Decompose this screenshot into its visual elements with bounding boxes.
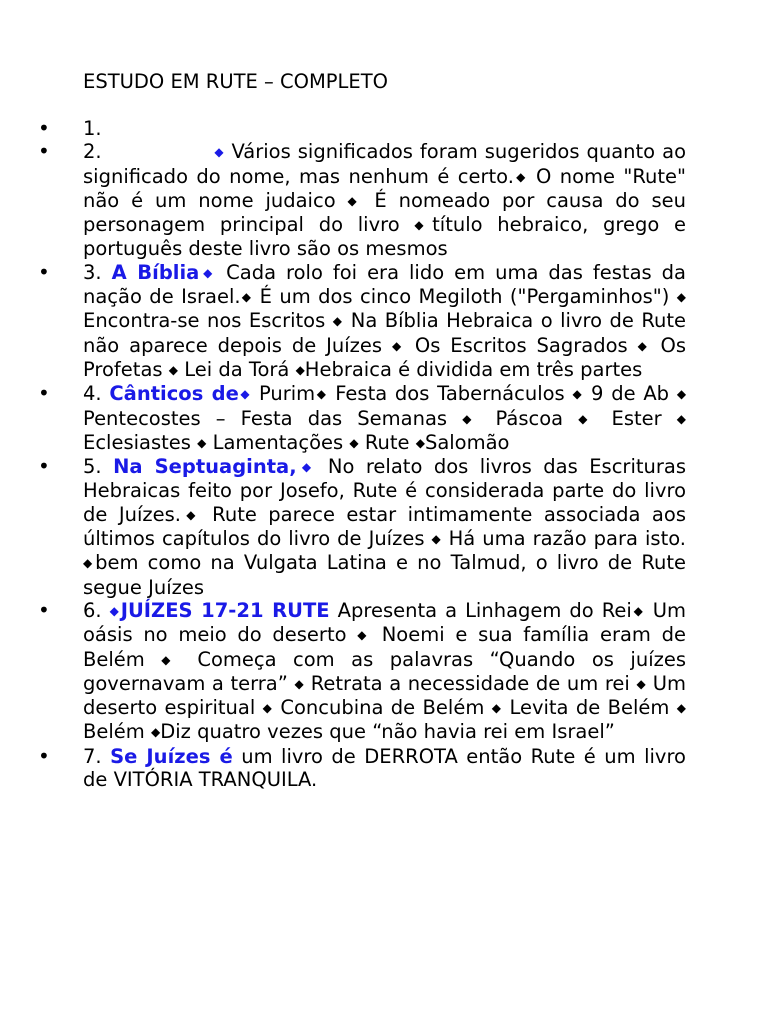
diamond-icon: ◆ xyxy=(513,169,528,184)
item-text: Noemi e sua família eram de Belém xyxy=(83,623,687,671)
diamond-icon: ◆ xyxy=(349,435,359,450)
list-item xyxy=(0,261,686,382)
item-text: Um oásis no meio do deserto xyxy=(83,598,687,647)
item-text: Páscoa xyxy=(495,406,564,430)
diamond-icon: ◆ xyxy=(676,701,686,716)
item-text: Rute parece estar intimamente associada aos últimos capítulos do livro de Juízes xyxy=(83,502,686,551)
item-text: Belém xyxy=(83,720,145,744)
document-title: ESTUDO EM RUTE – COMPLETO xyxy=(83,70,388,93)
item-text: Lamentações xyxy=(212,430,344,454)
diamond-icon: ◆ xyxy=(676,387,687,402)
item-text: No relato dos livros das Escrituras Hebraicas feito por Josefo, Rute é considerada parte do livro de Juízes. xyxy=(83,455,686,526)
bullet-icon: • xyxy=(38,743,50,768)
item-text: Diz quatro vezes que “não havia rei em Israel” xyxy=(160,720,615,744)
bullet-icon: • xyxy=(38,116,50,140)
item-text: Há uma razão para isto. xyxy=(448,527,687,551)
item-number: 3. xyxy=(83,260,102,284)
item-text: Festa dos Tabernáculos xyxy=(335,382,565,406)
item-text: Hebraica é dividida em três partes xyxy=(304,357,643,381)
item-text: Cada rolo foi era lido em uma das festas da nação de Israel. xyxy=(83,260,686,309)
item-text: Pentecostes – Festa das Semanas xyxy=(83,406,448,430)
item-number: 6. xyxy=(83,598,102,622)
item-text: 9 de Ab xyxy=(591,382,670,406)
diamond-icon: ◆ xyxy=(491,701,503,716)
diamond-icon: ◆ xyxy=(315,387,328,402)
diamond-icon: ◆ xyxy=(238,387,252,402)
item-number: 5. xyxy=(83,455,102,479)
list-item xyxy=(0,455,686,599)
item-heading: A Bíblia xyxy=(111,260,200,284)
diamond-icon: ◆ xyxy=(197,435,207,450)
diamond-icon: ◆ xyxy=(332,314,344,329)
study-list xyxy=(0,117,686,791)
diamond-icon: ◆ xyxy=(637,338,651,353)
bullet-icon: • xyxy=(38,597,50,622)
item-text: Os Profetas xyxy=(83,333,687,381)
item-text: Retrata a necessidade de um rei xyxy=(310,671,630,695)
bullet-icon: • xyxy=(38,381,50,406)
list-item xyxy=(0,140,686,260)
item-number: 1. xyxy=(83,117,102,140)
item-number: 2. xyxy=(83,140,102,164)
bullet-icon: • xyxy=(38,139,50,164)
item-number: 4. xyxy=(83,382,102,406)
item-text: Apresenta a Linhagem do Rei xyxy=(337,598,632,622)
item-text: um livro de DERROTA então Rute é um livro de VITÓRIA TRANQUILA. xyxy=(83,744,686,792)
item-heading: JUÍZES 17-21 RUTE xyxy=(120,598,330,622)
diamond-icon: ◆ xyxy=(199,265,217,280)
item-text: Começa com as palavras “Quando os juízes governavam a terra” xyxy=(83,647,687,695)
item-text: Na Bíblia Hebraica o livro de Rute não aparece depois de Juízes xyxy=(83,309,687,357)
item-heading: Se Juízes é xyxy=(110,744,233,768)
diamond-icon: ◆ xyxy=(240,290,253,305)
diamond-icon: ◆ xyxy=(151,725,161,740)
diamond-icon: ◆ xyxy=(109,603,121,618)
item-text: Lei da Torá xyxy=(184,357,290,381)
diamond-icon: ◆ xyxy=(296,460,317,475)
diamond-icon: ◆ xyxy=(295,362,305,377)
diamond-icon: ◆ xyxy=(347,193,363,208)
bullet-icon: • xyxy=(38,454,50,479)
item-text: Vários significados foram sugeridos quanto ao significado do nome, mas nenhum é certo. xyxy=(83,140,687,188)
item-text: título hebraico, grego e português deste livro são os mesmos xyxy=(83,213,687,261)
diamond-icon: ◆ xyxy=(391,338,405,353)
item-number: 7. xyxy=(83,744,102,768)
diamond-icon: ◆ xyxy=(676,411,686,426)
bullet-icon: • xyxy=(38,259,50,284)
diamond-icon: ◆ xyxy=(462,411,481,426)
diamond-icon: ◆ xyxy=(180,507,201,522)
diamond-icon: ◆ xyxy=(168,362,178,377)
diamond-icon: ◆ xyxy=(161,652,181,667)
list-item xyxy=(0,745,686,792)
item-text: bem como na Vulgata Latina e no Talmud, o livro de Rute segue Juízes xyxy=(83,551,686,599)
item-text: Levita de Belém xyxy=(509,696,670,720)
diamond-icon: ◆ xyxy=(357,628,371,643)
item-text: Os Escritos Sagrados xyxy=(414,333,628,357)
diamond-icon: ◆ xyxy=(578,411,597,426)
diamond-icon: ◆ xyxy=(415,435,425,450)
list-item xyxy=(0,599,686,745)
diamond-icon: ◆ xyxy=(431,532,442,547)
diamond-icon: ◆ xyxy=(213,145,225,160)
item-text: Encontra-se nos Escritos xyxy=(83,309,326,333)
diamond-icon: ◆ xyxy=(262,701,273,716)
item-text: Ester xyxy=(611,406,662,430)
diamond-icon: ◆ xyxy=(631,603,645,618)
diamond-icon: ◆ xyxy=(676,290,686,305)
diamond-icon: ◆ xyxy=(83,556,96,571)
item-heading: Cânticos de xyxy=(109,382,239,406)
item-text: Eclesiastes xyxy=(83,430,191,454)
item-text: Um deserto espiritual xyxy=(83,671,686,720)
list-item xyxy=(0,117,686,140)
item-text: Purim xyxy=(258,382,316,406)
item-text: Salomão xyxy=(424,430,510,454)
item-text: O nome "Rute" não é um nome judaico xyxy=(83,164,687,212)
item-text: Concubina de Belém xyxy=(280,696,485,720)
item-heading: Na Septuaginta, xyxy=(113,455,297,479)
diamond-icon: ◆ xyxy=(572,387,584,402)
diamond-icon: ◆ xyxy=(414,218,433,233)
item-text: É nomeado por causa do seu personagem principal do livro xyxy=(83,188,687,237)
item-text: É um dos cinco Megiloth ("Pergaminhos") xyxy=(259,285,670,309)
diamond-icon: ◆ xyxy=(636,676,647,691)
diamond-icon: ◆ xyxy=(294,676,305,691)
list-item xyxy=(0,382,686,455)
item-text: Rute xyxy=(364,430,410,454)
